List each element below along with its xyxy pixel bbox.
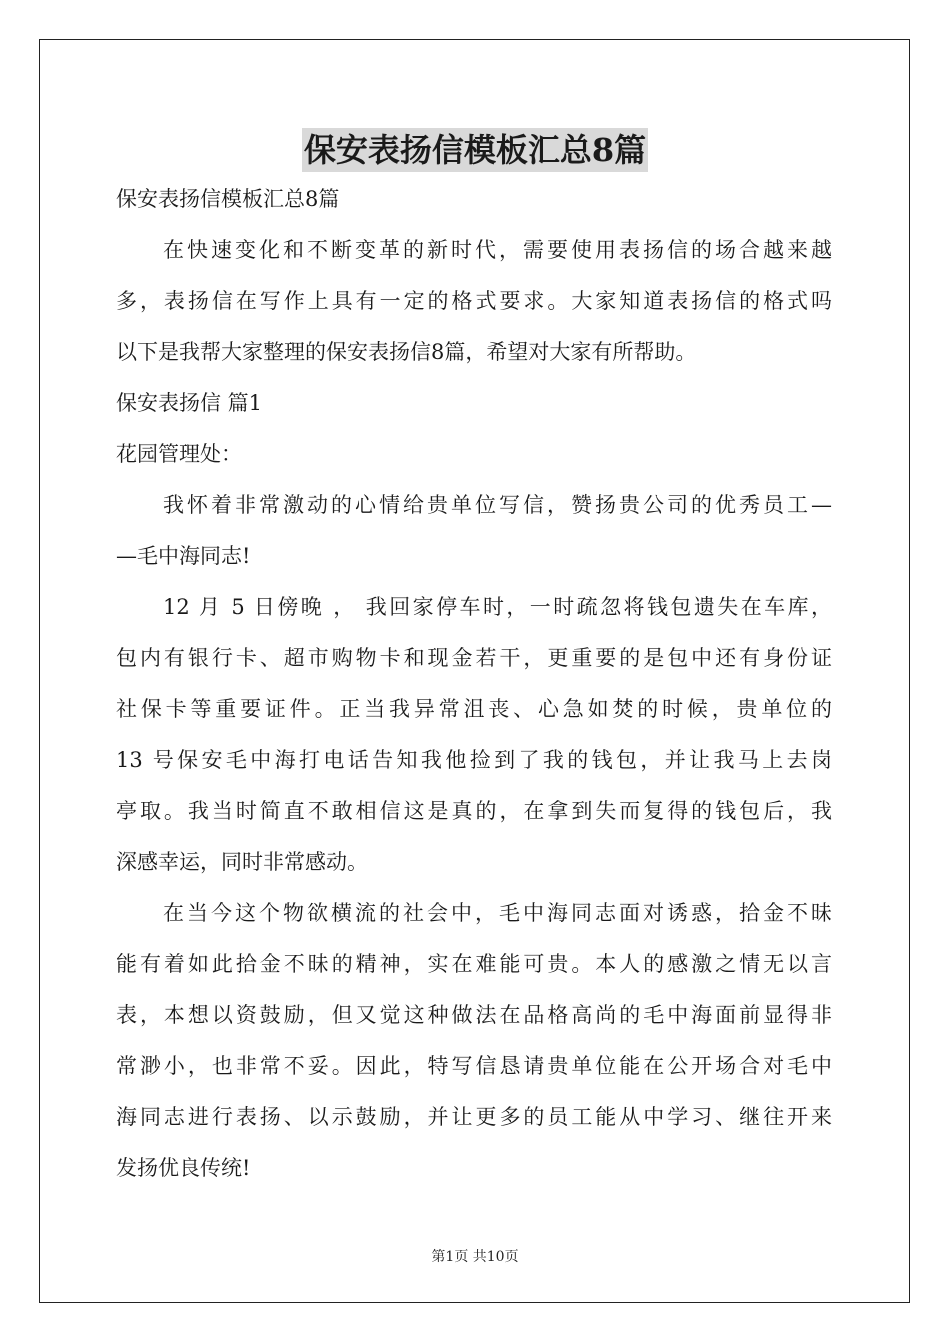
text-line: 以下是我帮大家整理的保安表扬信8篇，希望对大家有所帮助。 [116, 340, 697, 364]
document-title: 保安表扬信模板汇总8篇 [302, 128, 648, 172]
title-container [0, 128, 950, 172]
text-line: 12 月 5 日傍晚 ， 我回家停车时，一时疏忽将钱包遗失在车库， [163, 595, 832, 619]
text-line: 社保卡等重要证件。正当我异常沮丧、心急如焚的时候，贵单位的 [116, 697, 832, 721]
text-line: 我怀着非常激动的心情给贵单位写信，赞扬贵公司的优秀员工— [163, 493, 832, 517]
text-line: 13 号保安毛中海打电话告知我他捡到了我的钱包，并让我马上去岗 [116, 748, 832, 772]
text-line: 常渺小，也非常不妥。因此，特写信恳请贵单位能在公开场合对毛中 [116, 1054, 832, 1078]
page-footer: 第1页 共10页 [431, 1249, 519, 1265]
text-line: 保安表扬信 篇1 [116, 391, 263, 415]
text-line: 在快速变化和不断变革的新时代，需要使用表扬信的场合越来越 [163, 238, 832, 262]
text-line: 花园管理处： [116, 442, 242, 466]
text-line: 深感幸运，同时非常感动。 [116, 850, 368, 874]
text-line: 包内有银行卡、超市购物卡和现金若干，更重要的是包中还有身份证 [116, 646, 832, 670]
text-line: 在当今这个物欲横流的社会中，毛中海同志面对诱惑，拾金不昧 [163, 901, 832, 925]
text-line: 保安表扬信模板汇总8篇 [116, 187, 340, 211]
text-line: 发扬优良传统! [116, 1156, 251, 1180]
text-line: 亭取。我当时简直不敢相信这是真的，在拿到失而复得的钱包后，我 [116, 799, 832, 823]
document-body [116, 180, 832, 1200]
text-line: —毛中海同志! [116, 544, 251, 568]
text-line: 多，表扬信在写作上具有一定的格式要求。大家知道表扬信的格式吗 [116, 289, 832, 313]
text-line: 能有着如此拾金不昧的精神，实在难能可贵。本人的感激之情无以言 [116, 952, 832, 976]
text-line: 海同志进行表扬、以示鼓励，并让更多的员工能从中学习、继往开来 [116, 1105, 832, 1129]
text-line: 表，本想以资鼓励，但又觉这种做法在品格高尚的毛中海面前显得非 [116, 1003, 832, 1027]
